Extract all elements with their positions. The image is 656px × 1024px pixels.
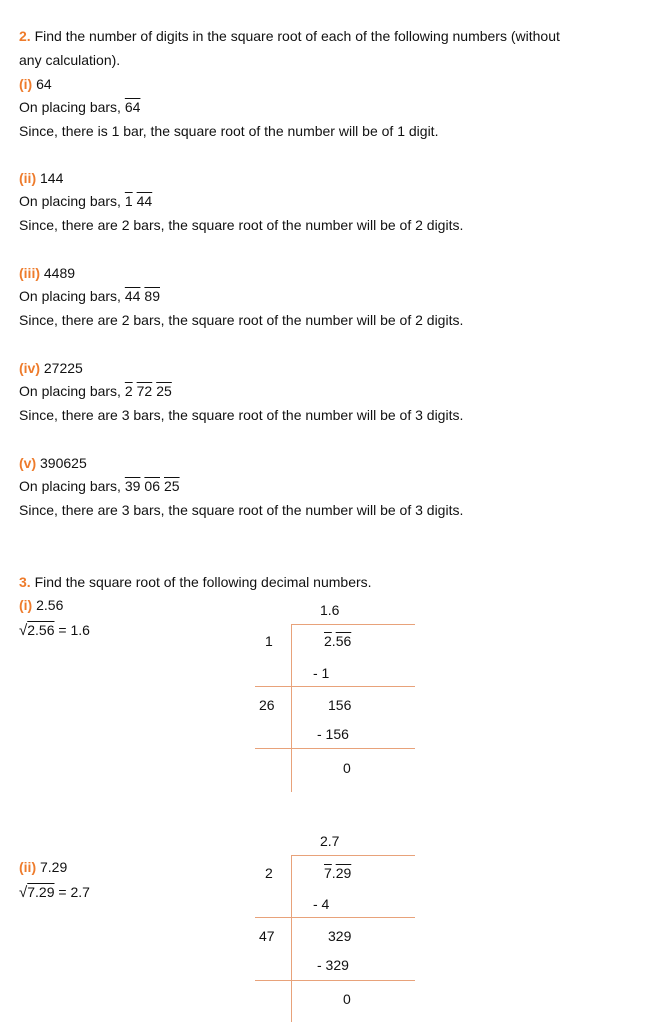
division-rule bbox=[255, 917, 415, 918]
q2-part-iii-since bbox=[19, 311, 463, 329]
dividend-dot: . bbox=[331, 865, 336, 881]
q2-part-ii-placing bbox=[19, 192, 152, 210]
part-number: 4489 bbox=[43, 265, 76, 281]
q2-title-line-2 bbox=[19, 51, 120, 69]
part-number: 64 bbox=[36, 76, 52, 92]
dividend-frac: 56 bbox=[335, 633, 352, 649]
bar-group: 06 bbox=[144, 478, 160, 494]
dividend-int: 7 bbox=[324, 865, 332, 881]
q3-part-ii-heading bbox=[19, 858, 67, 876]
divisor: 26 bbox=[259, 697, 275, 713]
placing-text: On placing bars, bbox=[19, 288, 121, 304]
bar-group: 25 bbox=[164, 478, 180, 494]
bar-group: 2 bbox=[124, 383, 133, 399]
divisor: 47 bbox=[259, 928, 275, 944]
step-subtract: - 329 bbox=[317, 957, 349, 973]
part-label: (v) bbox=[19, 455, 37, 471]
placing-text: On placing bars, bbox=[19, 478, 121, 494]
bar-group: 44 bbox=[124, 288, 141, 304]
part-label: (iii) bbox=[19, 265, 40, 281]
q3-title: Find the square root of the following decimal numbers. bbox=[34, 574, 372, 590]
sqrt-symbol: √ bbox=[19, 622, 28, 639]
since-text: Since, there are 2 bars, the square root of the number will be of 2 digits. bbox=[19, 217, 464, 233]
bar-group: 25 bbox=[156, 383, 172, 399]
q2-part-i-placing bbox=[19, 98, 140, 116]
q2-part-iii-placing bbox=[19, 287, 160, 305]
division-bar bbox=[291, 855, 292, 1022]
sqrt-symbol: √ bbox=[19, 884, 28, 901]
since-text: Since, there is 1 bar, the square root of the number will be of 1 digit. bbox=[19, 123, 439, 139]
q2-part-ii-since bbox=[19, 216, 463, 234]
q2-part-iv-placing bbox=[19, 382, 172, 400]
quotient: 1.6 bbox=[320, 602, 340, 618]
q3-part-i-answer bbox=[19, 621, 90, 640]
q3-number: 3. bbox=[19, 574, 31, 590]
part-number: 2.56 bbox=[36, 597, 64, 613]
part-number: 390625 bbox=[40, 455, 87, 471]
q3-part-ii-answer bbox=[19, 883, 90, 902]
q2-title-line-1 bbox=[19, 27, 560, 45]
division-rule bbox=[291, 855, 415, 856]
step-subtract: - 4 bbox=[313, 896, 330, 912]
bar-group: 72 bbox=[136, 383, 153, 399]
q2-title-b: any calculation). bbox=[19, 52, 121, 68]
q2-title-a: Find the number of digits in the square root of each of the following numbers (without bbox=[34, 28, 560, 44]
q2-part-i-since bbox=[19, 122, 438, 140]
step-remainder: 156 bbox=[328, 697, 352, 713]
since-text: Since, there are 2 bars, the square root of the number will be of 2 digits. bbox=[19, 312, 464, 328]
q2-part-v-heading bbox=[19, 454, 87, 472]
part-number: 7.29 bbox=[40, 859, 68, 875]
part-label: (i) bbox=[19, 76, 33, 92]
division-rule bbox=[255, 686, 415, 687]
quotient: 2.7 bbox=[320, 833, 340, 849]
division-bar bbox=[291, 624, 292, 792]
part-label: (iv) bbox=[19, 360, 40, 376]
placing-text: On placing bars, bbox=[19, 99, 121, 115]
q2-part-iv-since bbox=[19, 406, 463, 424]
step-subtract: - 1 bbox=[313, 665, 330, 681]
part-number: 144 bbox=[40, 170, 64, 186]
step-final: 0 bbox=[343, 991, 351, 1007]
q2-number: 2. bbox=[19, 28, 31, 44]
division-rule bbox=[291, 624, 415, 625]
bar-group: 39 bbox=[124, 478, 141, 494]
q2-part-iv-heading bbox=[19, 359, 83, 377]
placing-text: On placing bars, bbox=[19, 383, 121, 399]
division-rule bbox=[255, 748, 415, 749]
step-subtract: - 156 bbox=[317, 726, 349, 742]
bar-group: 44 bbox=[136, 193, 153, 209]
radicand: 7.29 bbox=[27, 884, 55, 900]
divisor: 2 bbox=[265, 865, 273, 881]
bar-group: 1 bbox=[124, 193, 133, 209]
q2-part-v-since bbox=[19, 501, 463, 519]
part-label: (i) bbox=[19, 597, 33, 613]
divisor: 1 bbox=[265, 633, 273, 649]
dividend-int: 2 bbox=[324, 633, 332, 649]
q3-title-line bbox=[19, 573, 372, 591]
part-label: (ii) bbox=[19, 170, 37, 186]
q2-part-iii-heading bbox=[19, 264, 75, 282]
division-rule bbox=[255, 980, 415, 981]
answer-result: = 2.7 bbox=[58, 884, 90, 900]
q2-part-ii-heading bbox=[19, 169, 63, 187]
q3-part-i-heading bbox=[19, 596, 63, 614]
placing-text: On placing bars, bbox=[19, 193, 121, 209]
since-text: Since, there are 3 bars, the square root of the number will be of 3 digits. bbox=[19, 407, 464, 423]
dividend bbox=[324, 633, 351, 649]
dividend-frac: 29 bbox=[335, 865, 352, 881]
step-final: 0 bbox=[343, 760, 351, 776]
radicand: 2.56 bbox=[27, 622, 55, 638]
bar-group: 89 bbox=[144, 288, 160, 304]
since-text: Since, there are 3 bars, the square root of the number will be of 3 digits. bbox=[19, 502, 464, 518]
bar-group: 64 bbox=[124, 99, 141, 115]
dividend bbox=[324, 865, 351, 881]
part-number: 27225 bbox=[43, 360, 83, 376]
step-remainder: 329 bbox=[328, 928, 352, 944]
part-label: (ii) bbox=[19, 859, 37, 875]
dividend-dot: . bbox=[331, 633, 336, 649]
q2-part-i-heading bbox=[19, 75, 52, 93]
q2-part-v-placing bbox=[19, 477, 180, 495]
answer-result: = 1.6 bbox=[58, 622, 90, 638]
